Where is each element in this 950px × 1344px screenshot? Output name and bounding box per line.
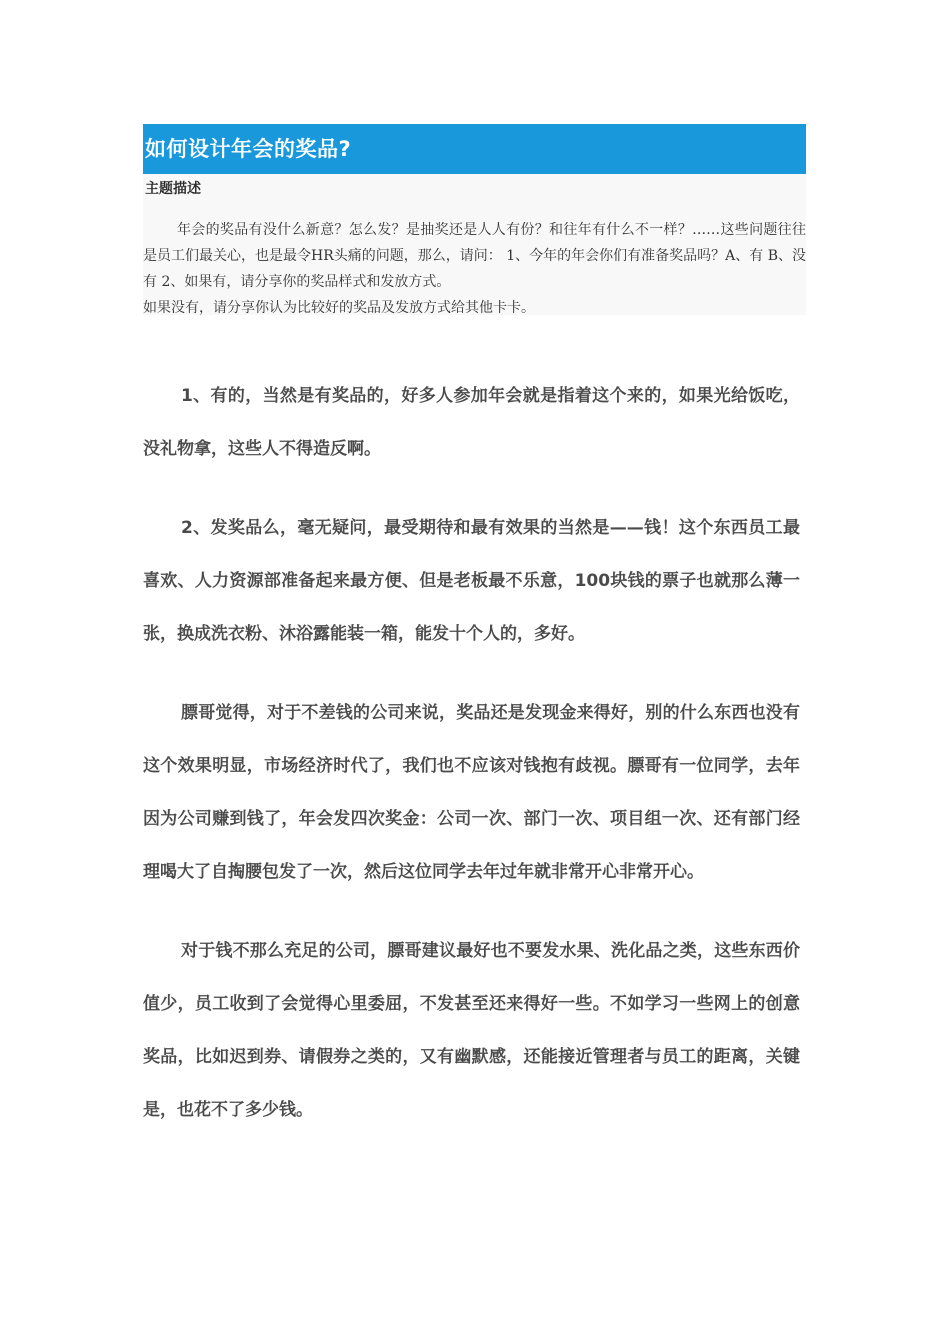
- description-label: 主题描述: [145, 181, 201, 197]
- article-body: [143, 370, 800, 1163]
- topic-description-box: [143, 174, 806, 315]
- description-paragraph: 年会的奖品有没什么新意？怎么发？是抽奖还是人人有份？和往年有什么不一样？……这些问题往往是员工们最关心，也是最令HR头痛的问题，那么，请问： 1、今年的年会你们有准备奖品吗？A、有 B、没有 2、如果有，请分享你的奖品样式和发放方式。: [143, 222, 806, 290]
- description-paragraph: 如果没有，请分享你认为比较好的奖品及发放方式给其他卡卡。: [143, 300, 535, 316]
- article-paragraph: 2、发奖品么，毫无疑问，最受期待和最有效果的当然是——钱！这个东西员工最喜欢、人力资源部准备起来最方便、但是老板最不乐意，100块钱的票子也就那么薄一张，换成洗衣粉、沐浴露能装一箱，能发十个人的，多好。: [143, 518, 800, 644]
- title-bar: [143, 124, 806, 174]
- article-paragraph: 膘哥觉得，对于不差钱的公司来说，奖品还是发现金来得好，别的什么东西也没有这个效果明显，市场经济时代了，我们也不应该对钱抱有歧视。膘哥有一位同学，去年因为公司赚到钱了，年会发四次奖金：公司一次、部门一次、项目组一次、还有部门经理喝大了自掏腰包发了一次，然后这位同学去年过年就非常开心非常开心。: [143, 703, 800, 882]
- article-paragraph: 1、有的，当然是有奖品的，好多人参加年会就是指着这个来的，如果光给饭吃，没礼物拿，这些人不得造反啊。: [143, 386, 800, 459]
- description-body: [143, 217, 806, 321]
- page-title: 如何设计年会的奖品?: [145, 136, 352, 161]
- article-paragraph: 对于钱不那么充足的公司，膘哥建议最好也不要发水果、洗化品之类，这些东西价值少，员工收到了会觉得心里委屈，不发甚至还来得好一些。不如学习一些网上的创意奖品，比如迟到券、请假券之类的，又有幽默感，还能接近管理者与员工的距离，关键是，也花不了多少钱。: [143, 941, 800, 1120]
